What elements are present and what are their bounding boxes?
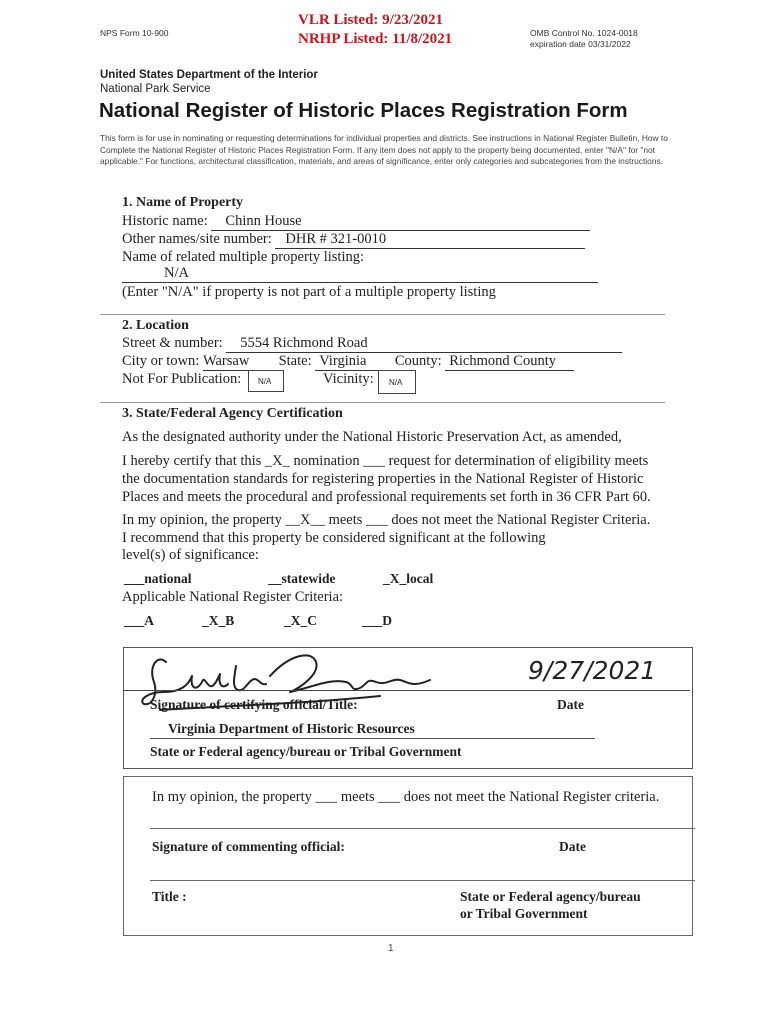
county-label: County: xyxy=(394,353,442,369)
street-row xyxy=(122,335,622,353)
city-field[interactable]: Warsaw xyxy=(203,353,275,371)
related-listing-field[interactable]: N/A xyxy=(122,265,598,283)
certifying-agency-name[interactable]: Virginia Department of Historic Resources xyxy=(168,721,415,736)
city-state-county-row xyxy=(122,353,574,371)
vicinity-value: N/A xyxy=(389,378,403,387)
not-for-publication-label: Not For Publication: xyxy=(122,371,242,387)
certify-line-1: I hereby certify that this _X_ nomination ___ request for determination of eligibility meets xyxy=(122,453,649,469)
form-number: NPS Form 10-900 xyxy=(100,28,169,38)
street-label: Street & number: xyxy=(122,335,223,351)
other-names-label: Other names/site number: xyxy=(122,231,272,247)
criteria-b[interactable]: _X_B xyxy=(202,613,235,628)
handwritten-signature xyxy=(140,648,440,726)
service-name: National Park Service xyxy=(100,83,211,95)
commenting-signature-label: Signature of commenting official: xyxy=(152,839,345,854)
level-statewide[interactable]: __statewide xyxy=(268,571,336,586)
city-label: City or town: xyxy=(122,353,200,369)
opinion-line-2: I recommend that this property be considered significant at the following xyxy=(122,530,546,546)
certify-line-3: Places and meets the procedural and professional requirements set forth in 36 CFR Part 60. xyxy=(122,489,651,505)
street-field[interactable]: 5554 Richmond Road xyxy=(226,335,622,353)
omb-control-number: OMB Control No. 1024-0018 xyxy=(530,28,638,38)
expiration-date: expiration date 03/31/2022 xyxy=(530,39,631,49)
comment-title-line[interactable] xyxy=(150,880,695,881)
level-national[interactable]: ___national xyxy=(124,571,192,586)
handwritten-date: 9/27/2021 xyxy=(528,656,657,685)
certifying-date-label: Date xyxy=(557,697,584,712)
criteria-a[interactable]: ___A xyxy=(124,613,154,628)
commenting-date-label: Date xyxy=(559,839,586,854)
vicinity-box[interactable] xyxy=(378,370,416,394)
commenting-agency-label-2: or Tribal Government xyxy=(460,906,588,921)
section-3-heading: 3. State/Federal Agency Certification xyxy=(122,406,343,421)
section-1-heading: 1. Name of Property xyxy=(122,195,244,210)
section-divider xyxy=(100,314,665,315)
department-name: United States Department of the Interior xyxy=(100,69,318,81)
authority-line: As the designated authority under the National Historic Preservation Act, as amended, xyxy=(122,429,622,445)
county-field[interactable]: Richmond County xyxy=(445,353,574,371)
other-names-row xyxy=(122,231,585,249)
form-title: National Register of Historic Places Registration Form xyxy=(99,99,628,122)
vlr-listed-stamp: VLR Listed: 9/23/2021 xyxy=(298,12,444,28)
criteria-label: Applicable National Register Criteria: xyxy=(122,589,344,605)
historic-name-label: Historic name: xyxy=(122,213,208,229)
commenting-title-label: Title : xyxy=(152,889,187,904)
nrhp-listed-stamp: NRHP Listed: 11/8/2021 xyxy=(298,31,453,47)
other-names-field[interactable]: DHR # 321-0010 xyxy=(275,231,585,249)
comment-signature-line[interactable] xyxy=(150,828,695,829)
not-for-publication-box[interactable] xyxy=(248,370,284,392)
section-divider xyxy=(100,402,665,403)
commenting-agency-label-1: State or Federal agency/bureau xyxy=(460,889,641,904)
not-for-publication-value: N/A xyxy=(258,377,272,386)
page-number: 1 xyxy=(388,943,394,954)
criteria-d[interactable]: ___D xyxy=(362,613,392,628)
opinion-line-3: level(s) of significance: xyxy=(122,547,259,563)
section-2-heading: 2. Location xyxy=(122,318,189,333)
certify-line-2: the documentation standards for registering properties in the National Register of Historic xyxy=(122,471,644,487)
comment-opinion-line: In my opinion, the property ___ meets ___ does not meet the National Register criteria. xyxy=(152,789,660,805)
certifying-agency-caption: State or Federal agency/bureau or Tribal Government xyxy=(150,744,462,759)
historic-name-field[interactable]: Chinn House xyxy=(211,213,590,231)
related-listing-label: Name of related multiple property listing: xyxy=(122,249,365,265)
agency-line xyxy=(150,738,595,739)
historic-name-row xyxy=(122,213,590,231)
state-field[interactable]: Virginia xyxy=(315,353,391,371)
enter-na-note: (Enter "N/A" if property is not part of a multiple property listing xyxy=(122,284,496,300)
criteria-c[interactable]: _X_C xyxy=(284,613,317,628)
vicinity-label: Vicinity: xyxy=(323,371,374,387)
signature-line xyxy=(124,690,690,691)
level-local[interactable]: _X_local xyxy=(383,571,434,586)
related-listing-row xyxy=(122,265,598,283)
opinion-line-1: In my opinion, the property __X__ meets ___ does not meet the National Register Criteria. xyxy=(122,512,651,528)
certifying-signature-label: Signature of certifying official/Title: xyxy=(150,697,358,712)
intro-instructions: This form is for use in nominating or requesting determinations for individual properties and districts. See instructions in National Register Bulletin, How to Complete the National Register of Historic Places Registration Form. If any item does not apply to the property being documented, enter "N/A" for "not applicable." For functions, architectural classification, materials, and areas of significance, enter only categories and subcategories from the instructions. xyxy=(100,133,668,166)
state-label: State: xyxy=(278,353,312,369)
